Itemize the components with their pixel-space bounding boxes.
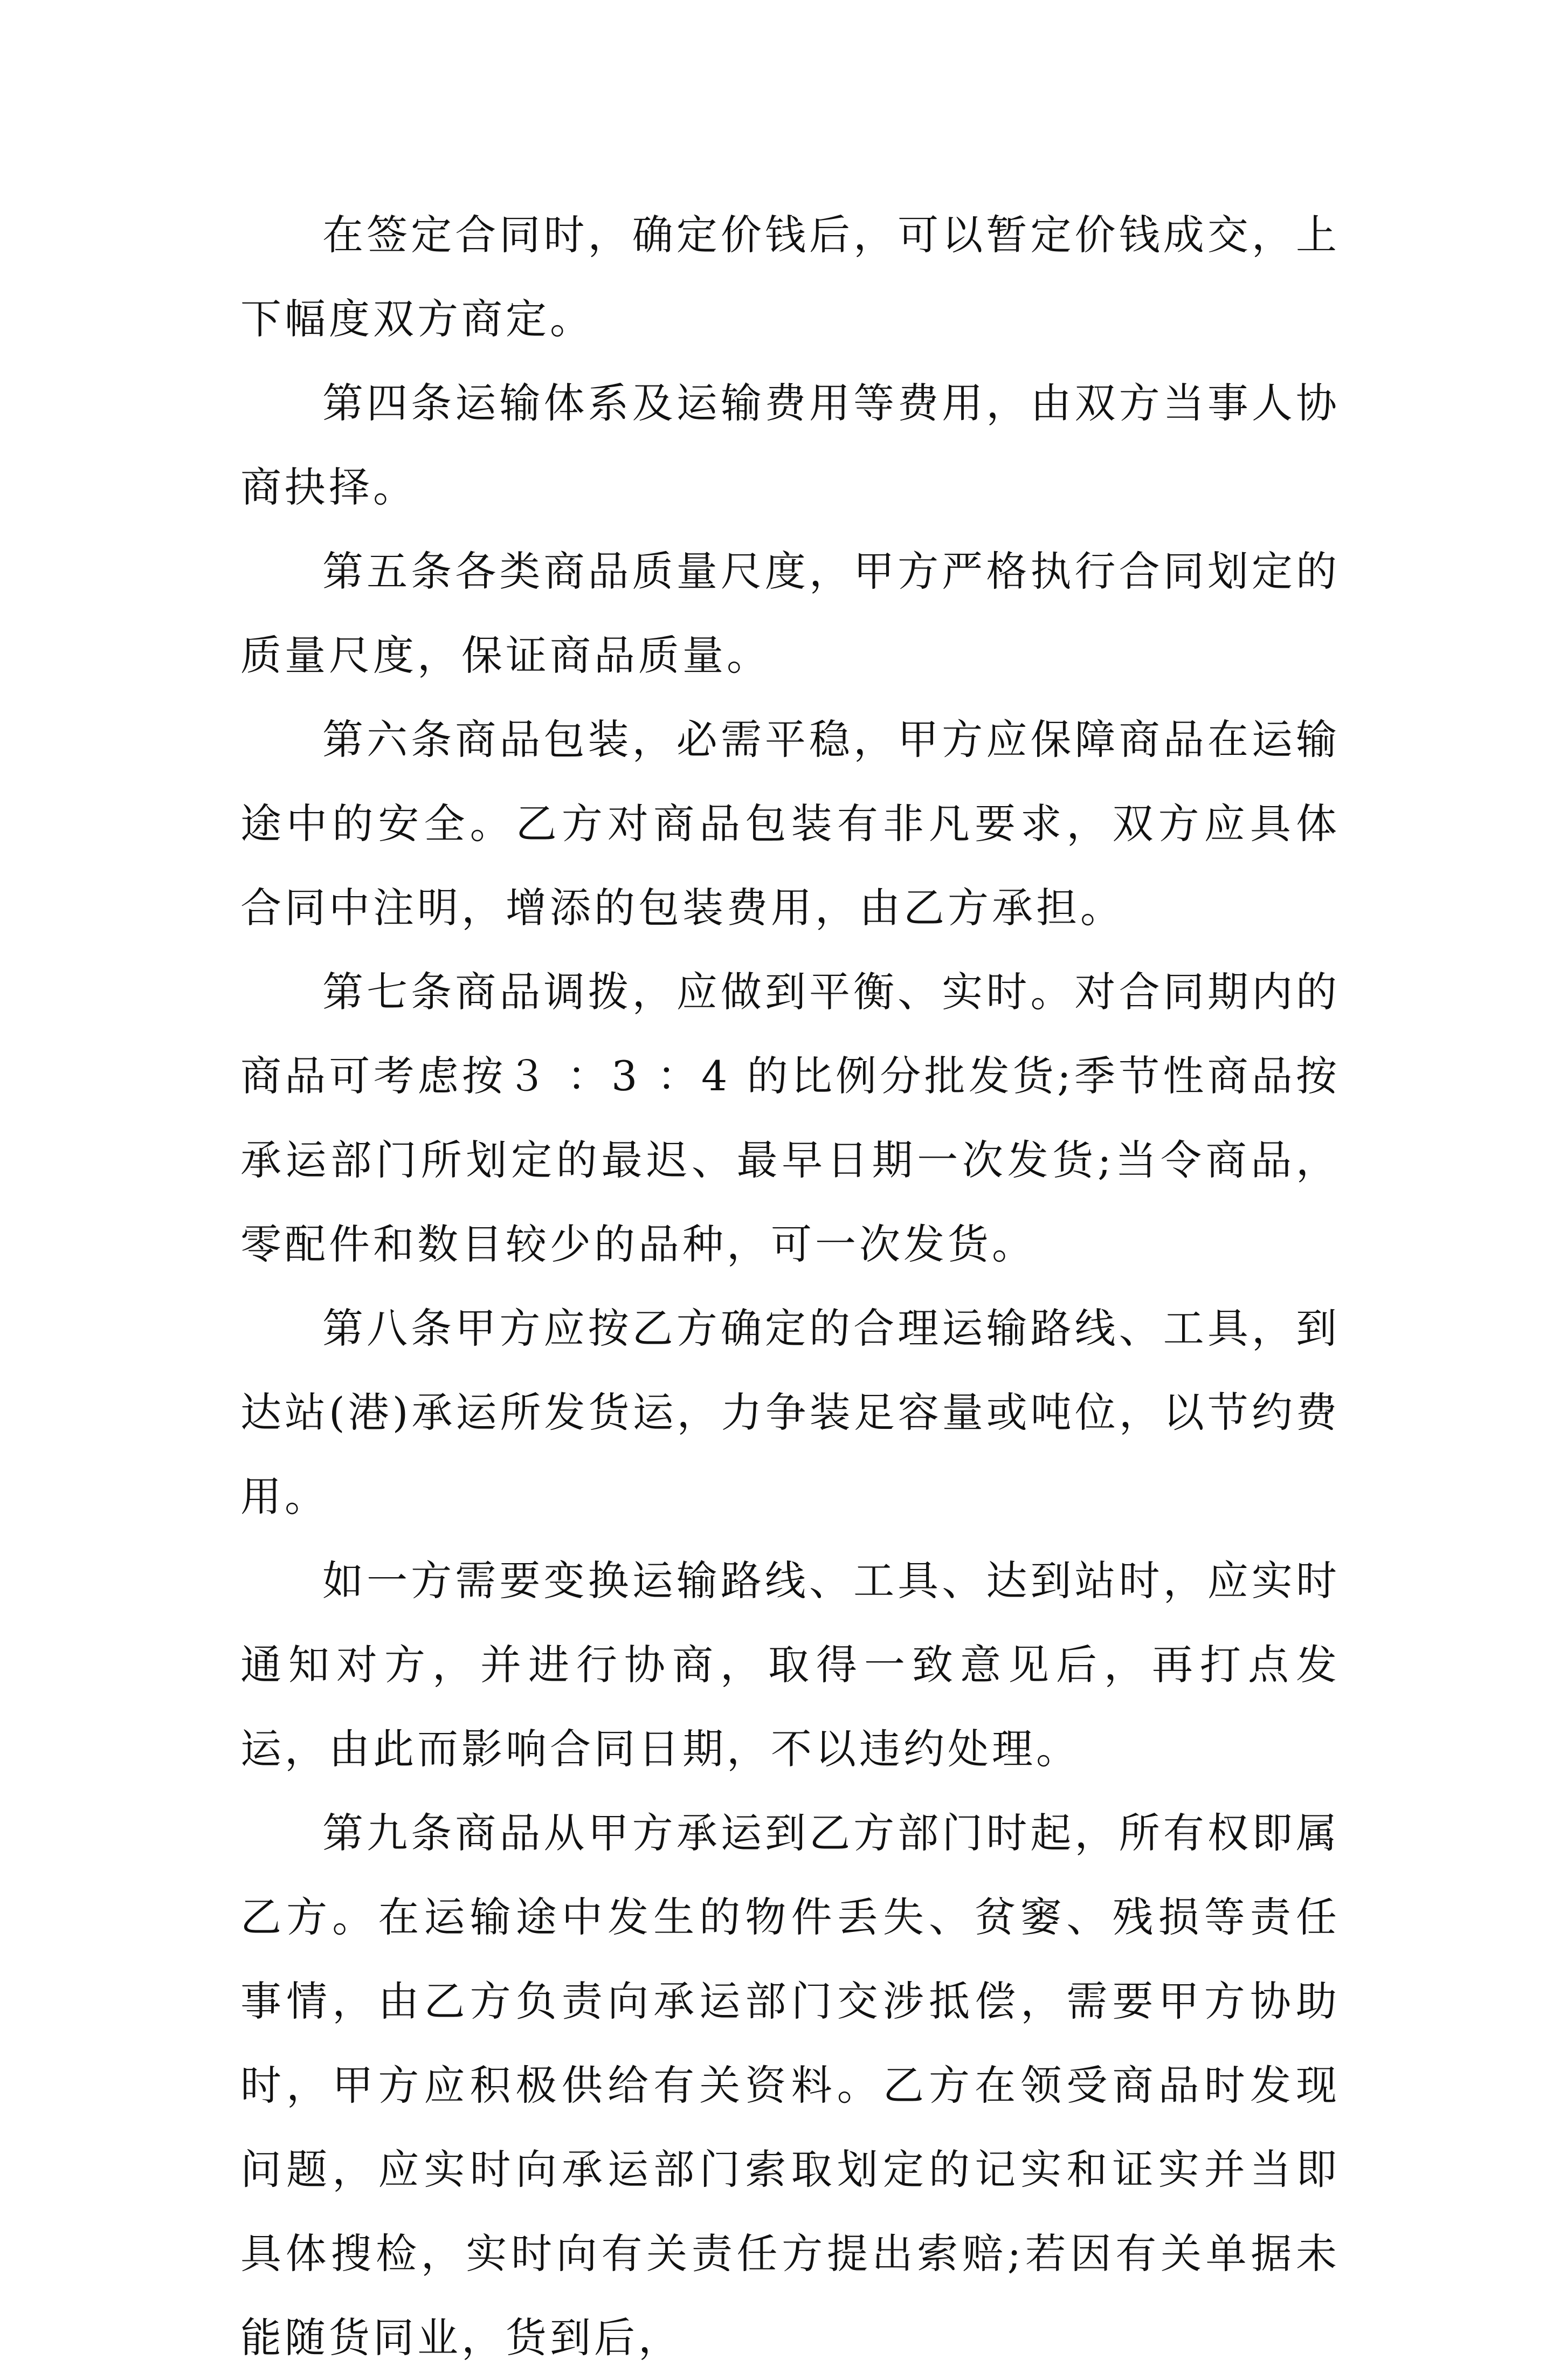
paragraph-article-5: 第五条各类商品质量尺度，甲方严格执行合同划定的质量尺度，保证商品质量。	[240, 547, 1340, 679]
paragraph-article-9: 第九条商品从甲方承运到乙方部门时起，所有权即属乙方。在运输途中发生的物件丢失、贫窭、残损等责任事情，由乙方负责向承运部门交涉抵偿，需要甲方协助时，甲方应积极供给有关资料。乙方在领受商品时发现问题，应实时向承运部门索取划定的记实和证实并当即具体搜检，实时向有关责任方提出索赔;若因有关单据未能随货同业，货到后，	[240, 1809, 1340, 2362]
paragraph-article-4: 第四条运输体系及运输费用等费用，由双方当事人协商抉择。	[240, 379, 1340, 511]
paragraph-price: 在签定合同时，确定价钱后，可以暂定价钱成交，上下幅度双方商定。	[240, 211, 1340, 343]
paragraph-route-change: 如一方需要变换运输路线、工具、达到站时，应实时通知对方，并进行协商，取得一致意见后，再打点发运，由此而影响合同日期，不以违约处理。	[240, 1557, 1340, 1773]
document-body	[240, 193, 1340, 2380]
paragraph-article-7: 第七条商品调拨，应做到平衡、实时。对合同期内的商品可考虑按３ ：3 ：4 的比例分批发货;季节性商品按承运部门所划定的最迟、最早日期一次发货;当令商品，零配件和数目较少的品种，可一次发货。	[240, 968, 1340, 1268]
paragraph-article-6: 第六条商品包装，必需平稳，甲方应保障商品在运输途中的安全。乙方对商品包装有非凡要求，双方应具体合同中注明，增添的包装费用，由乙方承担。	[240, 716, 1340, 932]
paragraph-article-8: 第八条甲方应按乙方确定的合理运输路线、工具，到达站(港)承运所发货运，力争装足容量或吨位，以节约费用。	[240, 1304, 1340, 1521]
